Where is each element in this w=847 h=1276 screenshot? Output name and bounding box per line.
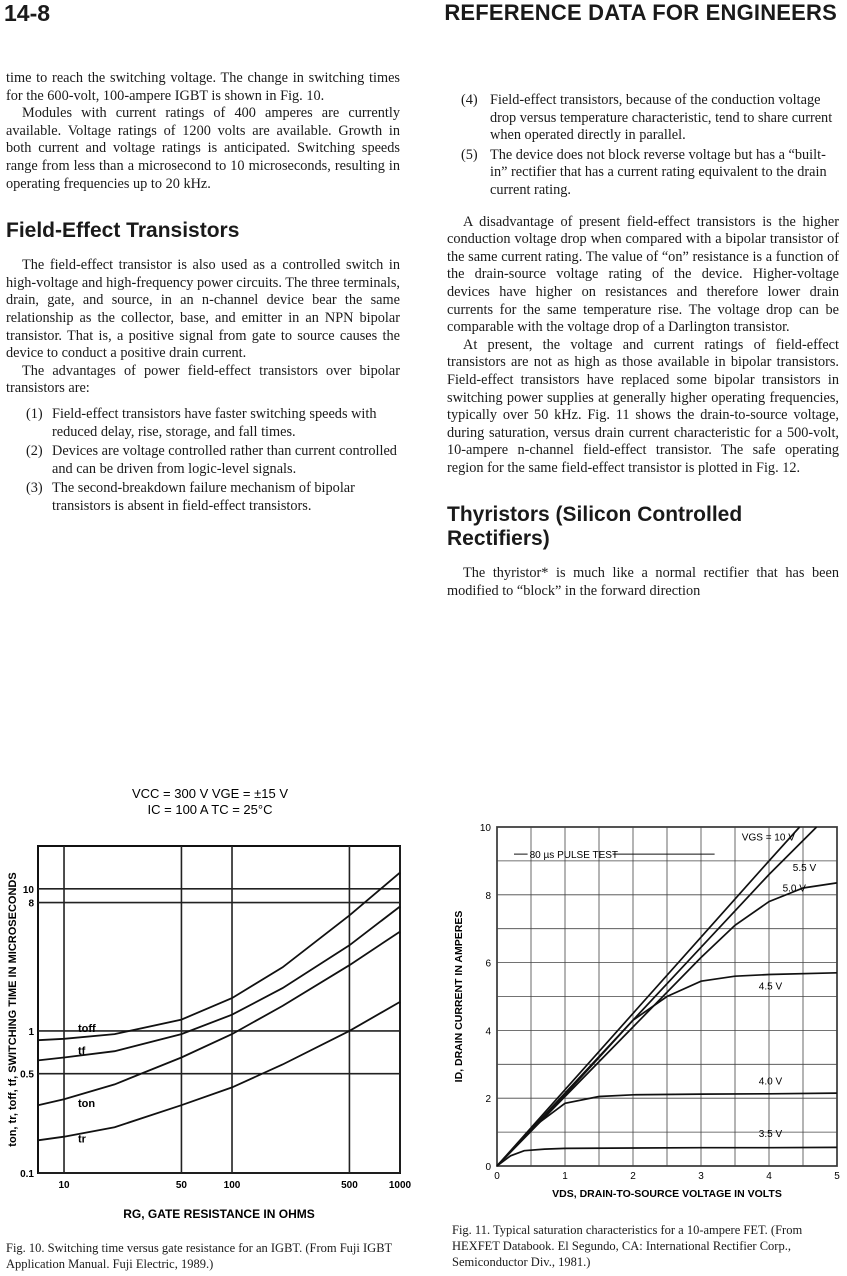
series-line-ton [38,932,400,1106]
y-tick-label: 1 [28,1026,34,1038]
x-tick-label: 1 [562,1171,568,1182]
figure-10 [0,778,420,1228]
x-tick-label: 50 [175,1180,188,1191]
list-text: The device does not block reverse voltage but has a “built-in” rectifier that has a current rating equivalent to the drain current rating. [490,146,827,198]
figure-11-chart [440,790,847,1210]
list-number: (2) [26,443,43,460]
x-tick-label: 4 [766,1171,772,1182]
x-tick-label: 2 [630,1171,636,1182]
section-heading-thyristors: Thyristors (Silicon Controlled Rectifiers) [447,503,743,551]
y-axis-label: ID, DRAIN CURRENT IN AMPERES [453,910,465,1083]
paragraph: Modules with current ratings of 400 amperes are currently available. Voltage ratings of 1200 volts are available. Growth in both current and voltage ratings is anticipated. Switching speeds range from less than a microsecond to 10 microseconds, resulting in operating frequencies up to 20 kHz. [6,105,400,192]
right-column [447,92,839,601]
left-column [6,70,400,517]
list-number: (5) [461,146,478,163]
x-tick-label: 100 [223,1180,241,1191]
y-tick-label: 8 [485,890,491,902]
series-label: 4.5 V [758,981,783,993]
figure-11-caption: Fig. 11. Typical saturation characteristics for a 10-ampere FET. (From HEXFET Databook. El Segundo, CA: International Rectifier Corp., Semiconductor Div., 1981.) [452,1223,803,1269]
series-label: 3.5 V [758,1129,783,1141]
x-axis-label: RG, GATE RESISTANCE IN OHMS [123,1207,315,1221]
paragraph: The thyristor* is much like a normal rectifier that has been modified to “block” in the forward direction [447,565,839,600]
list-item [6,480,400,515]
list-item [6,406,400,441]
condition-label: VCC = 300 V VGE = ±15 V [132,786,288,801]
list-number: (4) [461,92,478,108]
advantages-list-continued [447,92,839,200]
list-item [6,443,400,478]
series-label: 5.5 V [792,863,817,875]
y-tick-label: 10 [22,884,34,896]
series-label: 5.0 V [782,883,806,895]
list-number: (3) [26,480,43,497]
x-tick-label: 1000 [388,1180,412,1191]
x-tick-label: 5 [834,1171,840,1182]
y-tick-label: 8 [28,898,34,910]
x-tick-label: 0 [494,1171,500,1182]
y-tick-label: 0.5 [20,1069,34,1081]
series-label-ton: ton [78,1098,96,1111]
list-text: Devices are voltage controlled rather than current controlled and can be driven from logic-level signals. [52,443,397,477]
series-line-toff [38,873,400,1041]
x-tick-label: 10 [58,1180,70,1191]
section-heading-fet: Field-Effect Transistors [6,219,240,243]
y-axis-label: ton, tr, toff, tf, SWITCHING TIME IN MICROSECONDS [7,872,19,1147]
x-tick-label: 500 [341,1180,358,1191]
figure-10-chart [0,778,420,1228]
series-label: VGS = 10 V [741,832,795,844]
condition-label: IC = 100 A TC = 25°C [147,802,273,817]
x-axis-label: VDS, DRAIN-TO-SOURCE VOLTAGE IN VOLTS [552,1188,782,1200]
running-title: REFERENCE DATA FOR ENGINEERS [444,0,837,25]
page-header [0,0,847,28]
advantages-list [6,406,400,516]
series-label-tf: tf [78,1045,86,1058]
figure-10-caption: Fig. 10. Switching time versus gate resistance for an IGBT. (From Fuji IGBT Application Manual. Fuji Electric, 1989.) [6,1241,392,1271]
y-tick-label: 0.1 [20,1169,34,1180]
page-number: 14-8 [4,0,51,26]
plot-frame [38,846,400,1173]
series-label-tr: tr [78,1133,86,1146]
list-text: Field-effect transistors have faster switching speeds with reduced delay, rise, storage, and fall times. [52,405,377,440]
paragraph: At present, the voltage and current ratings of field-effect transistors are not as high as those available in bipolar transistors. Field-effect transistors have replaced some bipolar transistors in switching power supplies at generally higher operating frequencies, typically over 50 kHz. Fig. 11 shows the drain-to-source voltage, during saturation, versus drain current characteristic for a 500-volt, 10-ampere n-channel field-effect transistor. The safe operating region for the same field-effect transistor is plotted in Fig. 12. [447,336,839,476]
x-tick-label: 3 [698,1171,704,1182]
paragraph: The advantages of power field-effect transistors over bipolar transistors are: [6,362,400,397]
list-item [447,92,839,145]
y-tick-label: 10 [479,823,491,834]
list-item [447,147,839,200]
y-tick-label: 0 [485,1162,491,1173]
list-number: (1) [26,405,43,422]
series-line-tf [38,907,400,1061]
series-label-toff: toff [78,1023,96,1036]
paragraph: A disadvantage of present field-effect transistors is the higher conduction voltage drop when compared with a bipolar transistor of the same current rating. The value of “on” resistance is a function of the drain-source voltage rating of the device. Higher-voltage devices have higher on resistances and therefore lower drain currents for the same temperature rise. The voltage drop can be comparable with the voltage drop of a Darlington transistor. [447,213,839,336]
y-tick-label: 4 [485,1026,491,1038]
y-tick-label: 2 [485,1094,491,1106]
paragraph: time to reach the switching voltage. The change in switching times for the 600-volt, 100-ampere IGBT is shown in Fig. 10. [6,70,400,104]
y-tick-label: 6 [485,958,491,970]
paragraph: The field-effect transistor is also used as a controlled switch in high-voltage and high-frequency power circuits. The three terminals, drain, gate, and source, in an n-channel device bear the same relationship as the collector, base, and emitter in an NPN bipolar transistor. That is, a positive signal from gate to source causes the device to conduct a positive drain current. [6,257,400,362]
list-text: Field-effect transistors, because of the conduction voltage drop versus temperature characteristic, tend to share current when operated directly in parallel. [490,92,833,144]
series-label: 4.0 V [758,1076,783,1088]
pulse-test-annotation: 80 µs PULSE TEST [529,850,619,862]
list-text: The second-breakdown failure mechanism of bipolar transistors is absent in field-effect transistors. [52,480,355,514]
figure-11 [440,790,847,1210]
